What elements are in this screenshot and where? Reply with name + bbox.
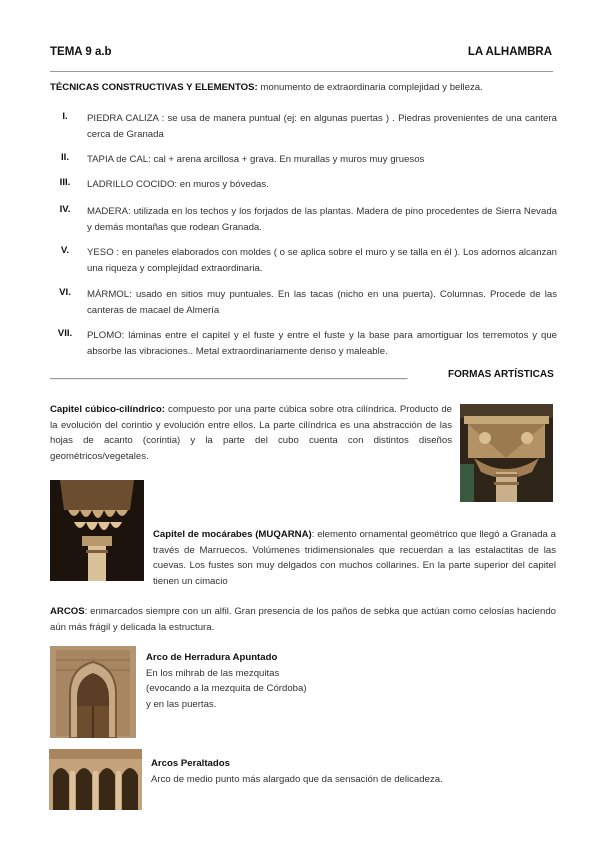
technique-number: I. — [62, 111, 68, 122]
technique-number: VI. — [59, 287, 71, 298]
arcos-text: : enmarcados siempre con un alfil. Gran presencia de los paños de sebka que actúan como celosías haciendo aún más frágil y delicada la estructura. — [50, 606, 556, 633]
technique-number: IV. — [59, 204, 71, 215]
forms-underline: ___________________________________________________________________ — [50, 369, 408, 380]
technique-number: VII. — [57, 328, 73, 339]
technique-name: PLOMO: — [87, 330, 125, 341]
forms-title: FORMAS ARTÍSTICAS — [448, 369, 554, 380]
capitel-mocarabes-photo — [50, 480, 144, 581]
technique-item — [87, 328, 557, 359]
technique-number: V. — [60, 245, 70, 256]
arco-herradura-line: En los mihrab de las mezquitas — [146, 667, 280, 679]
arcos-peraltados-photo — [49, 749, 142, 810]
capitel-cubico-paragraph — [50, 402, 452, 464]
technique-item — [87, 152, 557, 168]
technique-text: : se usa de manera puntual (ej: en algunas puertas ) . Piedras provenientes de una cantera cerca de Granada — [87, 113, 558, 140]
arcos-peraltados-text: Arco de medio punto más alargado que da sensación de delicadeza. — [151, 773, 443, 785]
technique-number: III. — [59, 177, 71, 188]
technique-text: láminas entre el capitel y el fuste y entre el fuste y la base para amortiguar los terremotos y que absorbe las vibraciones.. Metal extraordinariamente denso y maleable. — [87, 330, 557, 357]
technique-item — [87, 111, 557, 142]
technique-text: en muros y bóvedas. — [177, 179, 269, 190]
forms-heading — [50, 367, 555, 383]
arcos-paragraph — [50, 604, 556, 635]
arcos-peraltados-title: Arcos Peraltados — [151, 758, 230, 769]
technique-name: MADERA: — [87, 206, 131, 217]
capitel-cubico-name: Capitel cúbico-cilíndrico: — [50, 404, 165, 415]
header-title: LA ALHAMBRA — [467, 46, 552, 58]
technique-item — [87, 177, 557, 193]
technique-text: cal + arena arcillosa + grava. En murallas y muros muy gruesos — [150, 154, 425, 165]
technique-text: usado en sitios muy puntuales. En las tacas (nicho en una puerta). Columnas. Procede de las canteras de macael de Almería — [87, 289, 557, 316]
technique-text: utilizada en los techos y los forjados de las plantas. Madera de pino procedentes de Sierra Nevada y demás montañas que rodean Granada. — [87, 206, 557, 233]
arco-herradura-photo — [50, 646, 136, 738]
arcos-peraltados-block — [151, 756, 551, 787]
capitel-mocarabes-name: Capitel de mocárabes (MUQARNA) — [153, 529, 312, 540]
technique-name: LADRILLO COCIDO: — [87, 179, 178, 190]
technique-item — [87, 287, 557, 318]
intro-line — [50, 80, 555, 96]
technique-item — [87, 245, 557, 276]
arcos-label: ARCOS — [50, 606, 85, 617]
technique-name: PIEDRA CALIZA — [87, 113, 159, 124]
technique-name: TAPIA de CAL: — [87, 154, 151, 165]
technique-text: : en paneles elaborados con moldes ( o se aplica sobre el muro y se talla en él ). Los adornos alcanzan una riqueza y complejidad extraordinaria. — [87, 247, 557, 274]
technique-item — [87, 204, 557, 235]
capitel-mocarabes-paragraph — [153, 527, 556, 589]
arco-herradura-title: Arco de Herradura Apuntado — [146, 652, 278, 663]
header-divider — [50, 71, 553, 72]
intro-label: TÉCNICAS CONSTRUCTIVAS Y ELEMENTOS: — [50, 82, 258, 93]
technique-name: YESO — [87, 247, 114, 258]
technique-name: MÁRMOL: — [87, 289, 132, 300]
arco-herradura-line: y en las puertas. — [146, 698, 217, 710]
technique-number: II. — [61, 152, 69, 163]
arco-herradura-line: (evocando a la mezquita de Córdoba) — [146, 683, 307, 694]
intro-text: monumento de extraordinaria complejidad y belleza. — [257, 82, 483, 93]
capitel-cubico-text: compuesto por una parte cúbica sobre otra cilíndrica. Producto de la evolución del corintio y evolución entre ellos. La parte cilíndrica es una abstracción de las hojas de acanto (corintia) y la parte del cubo cuenta con distintos diseños geométricos/vegetales. — [50, 404, 452, 462]
header-topic: TEMA 9 a.b — [50, 46, 112, 58]
capitel-mocarabes-text: : elemento ornamental geométrico que llegó a Granada a través de Marruecos. Volúmenes tridimensionales que recuerdan a las estalactitas de las cuevas. Los fustes son muy delgados con muchos collarines. En la parte superior del capitel tienen un cimacio — [153, 529, 556, 587]
arco-herradura-block — [146, 650, 446, 712]
capitel-cubico-photo — [460, 404, 553, 502]
